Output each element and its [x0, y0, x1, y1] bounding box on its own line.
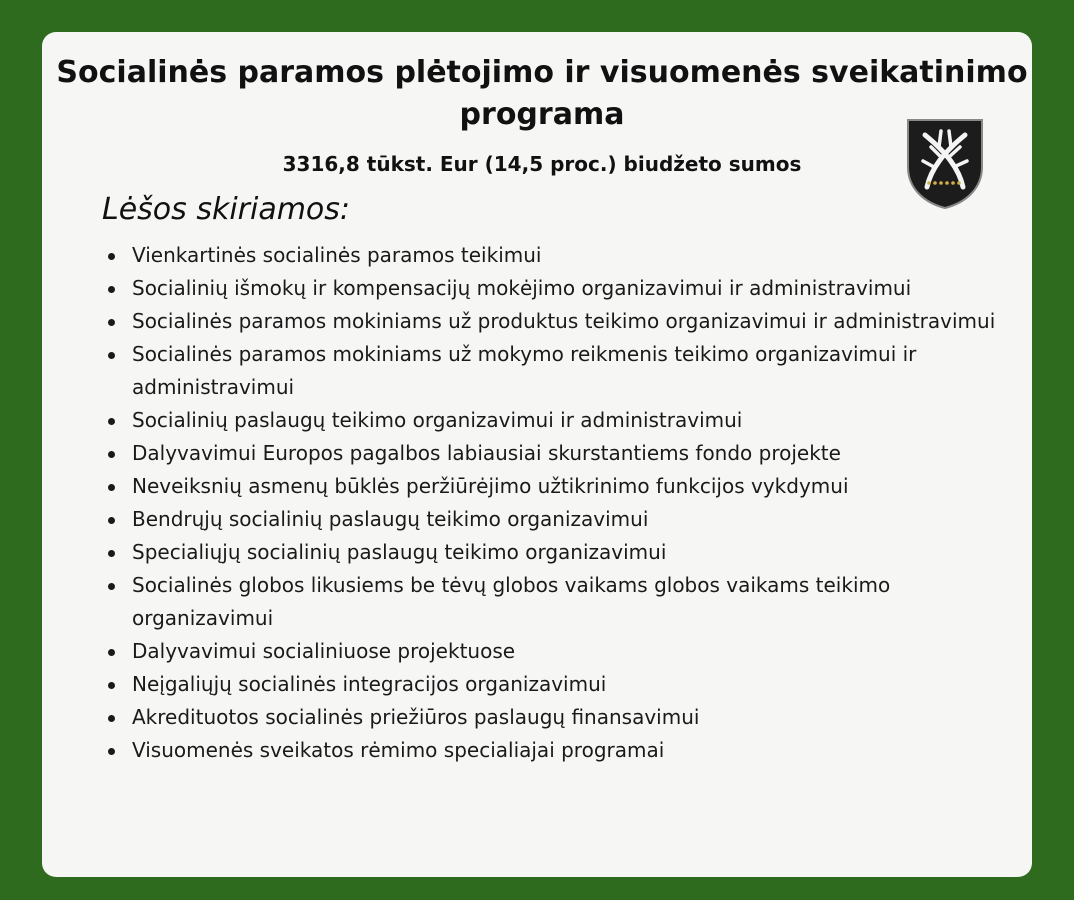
- budget-subtitle: 3316,8 tūkst. Eur (14,5 proc.) biudžeto sumos: [282, 152, 802, 176]
- list-item: [102, 635, 1014, 668]
- list-item: [102, 404, 1014, 437]
- list-item: [102, 701, 1014, 734]
- list-item-text: Socialinės globos likusiems be tėvų globos vaikams globos vaikams teikimo organizavimui: [132, 573, 891, 630]
- bullet: [108, 649, 115, 656]
- list-item: [102, 569, 1014, 635]
- list-item: [102, 668, 1014, 701]
- list-item: [102, 734, 1014, 767]
- section-heading: Lėšos skiriamos:: [102, 192, 351, 227]
- bullet: [108, 583, 115, 590]
- bullet: [108, 451, 115, 458]
- bullet: [108, 682, 115, 689]
- bullet: [108, 253, 115, 260]
- allocation-list: [102, 239, 1014, 767]
- list-item: [102, 305, 1014, 338]
- coat-of-arms-icon: [905, 117, 985, 211]
- content-card: [42, 32, 1032, 877]
- page-title: Socialinės paramos plėtojimo ir visuomenės sveikatinimo programa: [56, 55, 1028, 132]
- list-item-text: Socialinių išmokų ir kompensacijų mokėjimo organizavimui ir administravimui: [132, 276, 912, 300]
- bullet: [108, 286, 115, 293]
- bullet: [108, 484, 115, 491]
- list-item-text: Dalyvavimui Europos pagalbos labiausiai skurstantiems fondo projekte: [132, 441, 841, 465]
- list-item-text: Socialinių paslaugų teikimo organizavimui ir administravimui: [132, 408, 743, 432]
- list-item: [102, 272, 1014, 305]
- bullet: [108, 418, 115, 425]
- list-item-text: Vienkartinės socialinės paramos teikimui: [132, 243, 542, 267]
- list-item: [102, 437, 1014, 470]
- bullet: [108, 748, 115, 755]
- list-item-text: Neįgaliųjų socialinės integracijos organizavimui: [132, 672, 607, 696]
- list-item-text: Visuomenės sveikatos rėmimo specialiajai programai: [132, 738, 665, 762]
- list-item-text: Neveiksnių asmenų būklės peržiūrėjimo užtikrinimo funkcijos vykdymui: [132, 474, 849, 498]
- bullet: [108, 352, 115, 359]
- bullet: [108, 319, 115, 326]
- list-item: [102, 536, 1014, 569]
- list-item: [102, 503, 1014, 536]
- list-item-text: Socialinės paramos mokiniams už produktus teikimo organizavimui ir administravimui: [132, 309, 996, 333]
- list-item-text: Bendrųjų socialinių paslaugų teikimo organizavimui: [132, 507, 649, 531]
- bullet: [108, 715, 115, 722]
- list-item-text: Akredituotos socialinės priežiūros paslaugų finansavimui: [132, 705, 700, 729]
- list-item: [102, 239, 1014, 272]
- list-item: [102, 470, 1014, 503]
- list-item-text: Dalyvavimui socialiniuose projektuose: [132, 639, 516, 663]
- bullet: [108, 550, 115, 557]
- bullet: [108, 517, 115, 524]
- list-item: [102, 338, 1014, 404]
- list-item-text: Socialinės paramos mokiniams už mokymo reikmenis teikimo organizavimui ir administravimui: [132, 342, 917, 399]
- list-item-text: Specialiųjų socialinių paslaugų teikimo organizavimui: [132, 540, 667, 564]
